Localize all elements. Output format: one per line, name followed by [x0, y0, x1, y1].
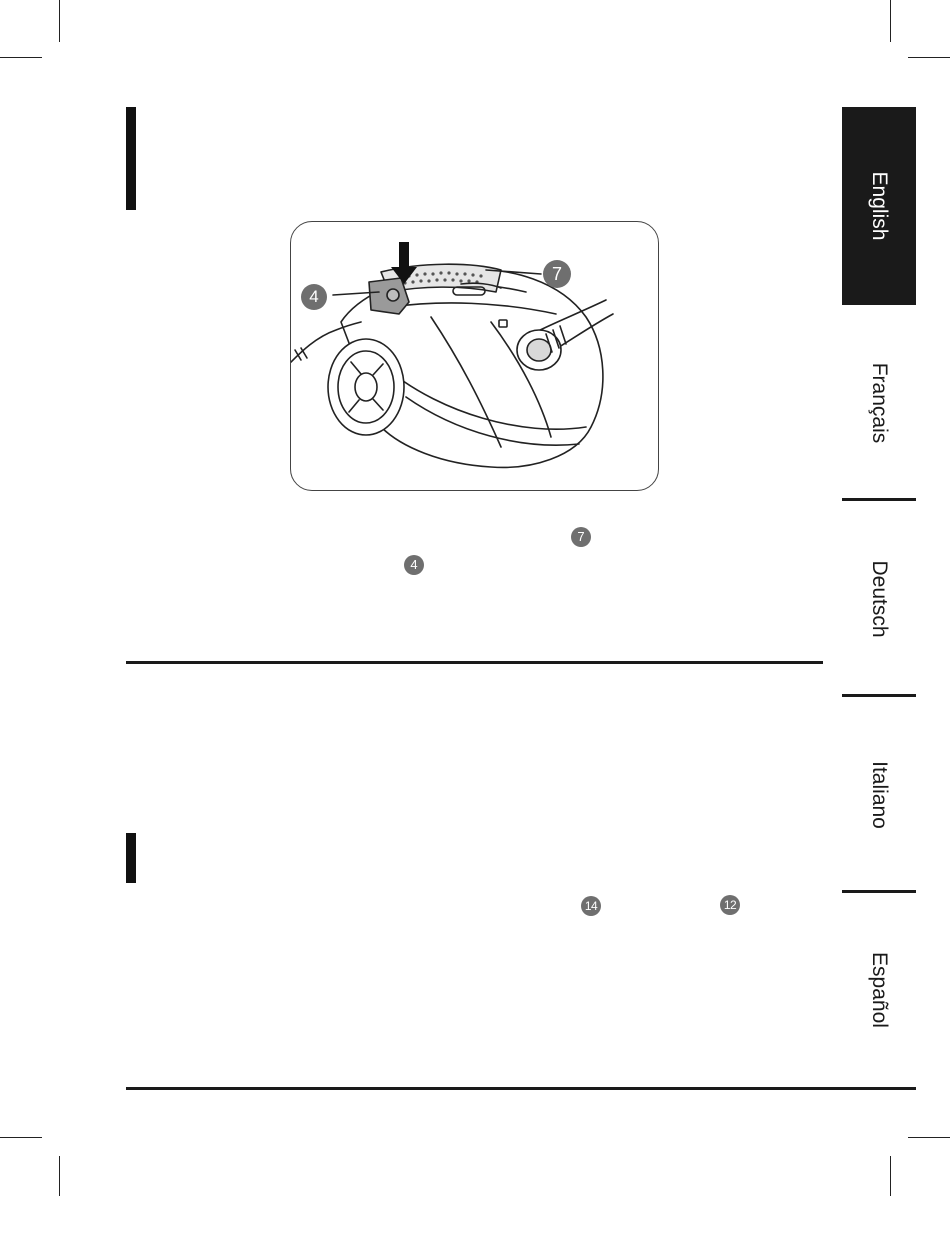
section-heading-bar	[126, 833, 136, 883]
vacuum-illustration	[290, 221, 659, 491]
inline-ref-badge: 12	[720, 895, 740, 915]
crop-mark	[908, 1137, 950, 1138]
footer-rule	[126, 1087, 916, 1090]
vacuum-cleaner-drawing	[291, 222, 659, 491]
language-tab-english[interactable]	[842, 107, 916, 305]
language-tab-label: Italiano	[868, 760, 891, 829]
language-tab-label: English	[868, 171, 891, 241]
crop-mark	[59, 1156, 60, 1196]
language-tab-label: Español	[868, 952, 891, 1028]
section-divider	[126, 661, 823, 664]
language-tab-label: Deutsch	[868, 559, 891, 638]
language-tab-deutsch[interactable]	[842, 501, 916, 696]
inline-ref-badge: 4	[404, 555, 424, 575]
crop-mark	[890, 1156, 891, 1196]
inline-ref-badge: 7	[571, 527, 591, 547]
wheel	[328, 339, 404, 435]
crop-mark	[890, 0, 891, 42]
section-heading-bar	[126, 107, 136, 210]
language-tab-francais[interactable]	[842, 305, 916, 500]
crop-mark	[0, 1137, 42, 1138]
language-tab-italiano[interactable]	[842, 697, 916, 892]
language-tab-espanol[interactable]	[842, 893, 916, 1087]
crop-mark	[908, 57, 950, 58]
language-tab-label: Français	[868, 362, 891, 443]
crop-mark	[59, 0, 60, 42]
callout-badge-4: 4	[301, 284, 327, 310]
callout-badge-7: 7	[543, 260, 571, 288]
crop-mark	[0, 57, 42, 58]
inline-ref-badge: 14	[581, 896, 601, 916]
